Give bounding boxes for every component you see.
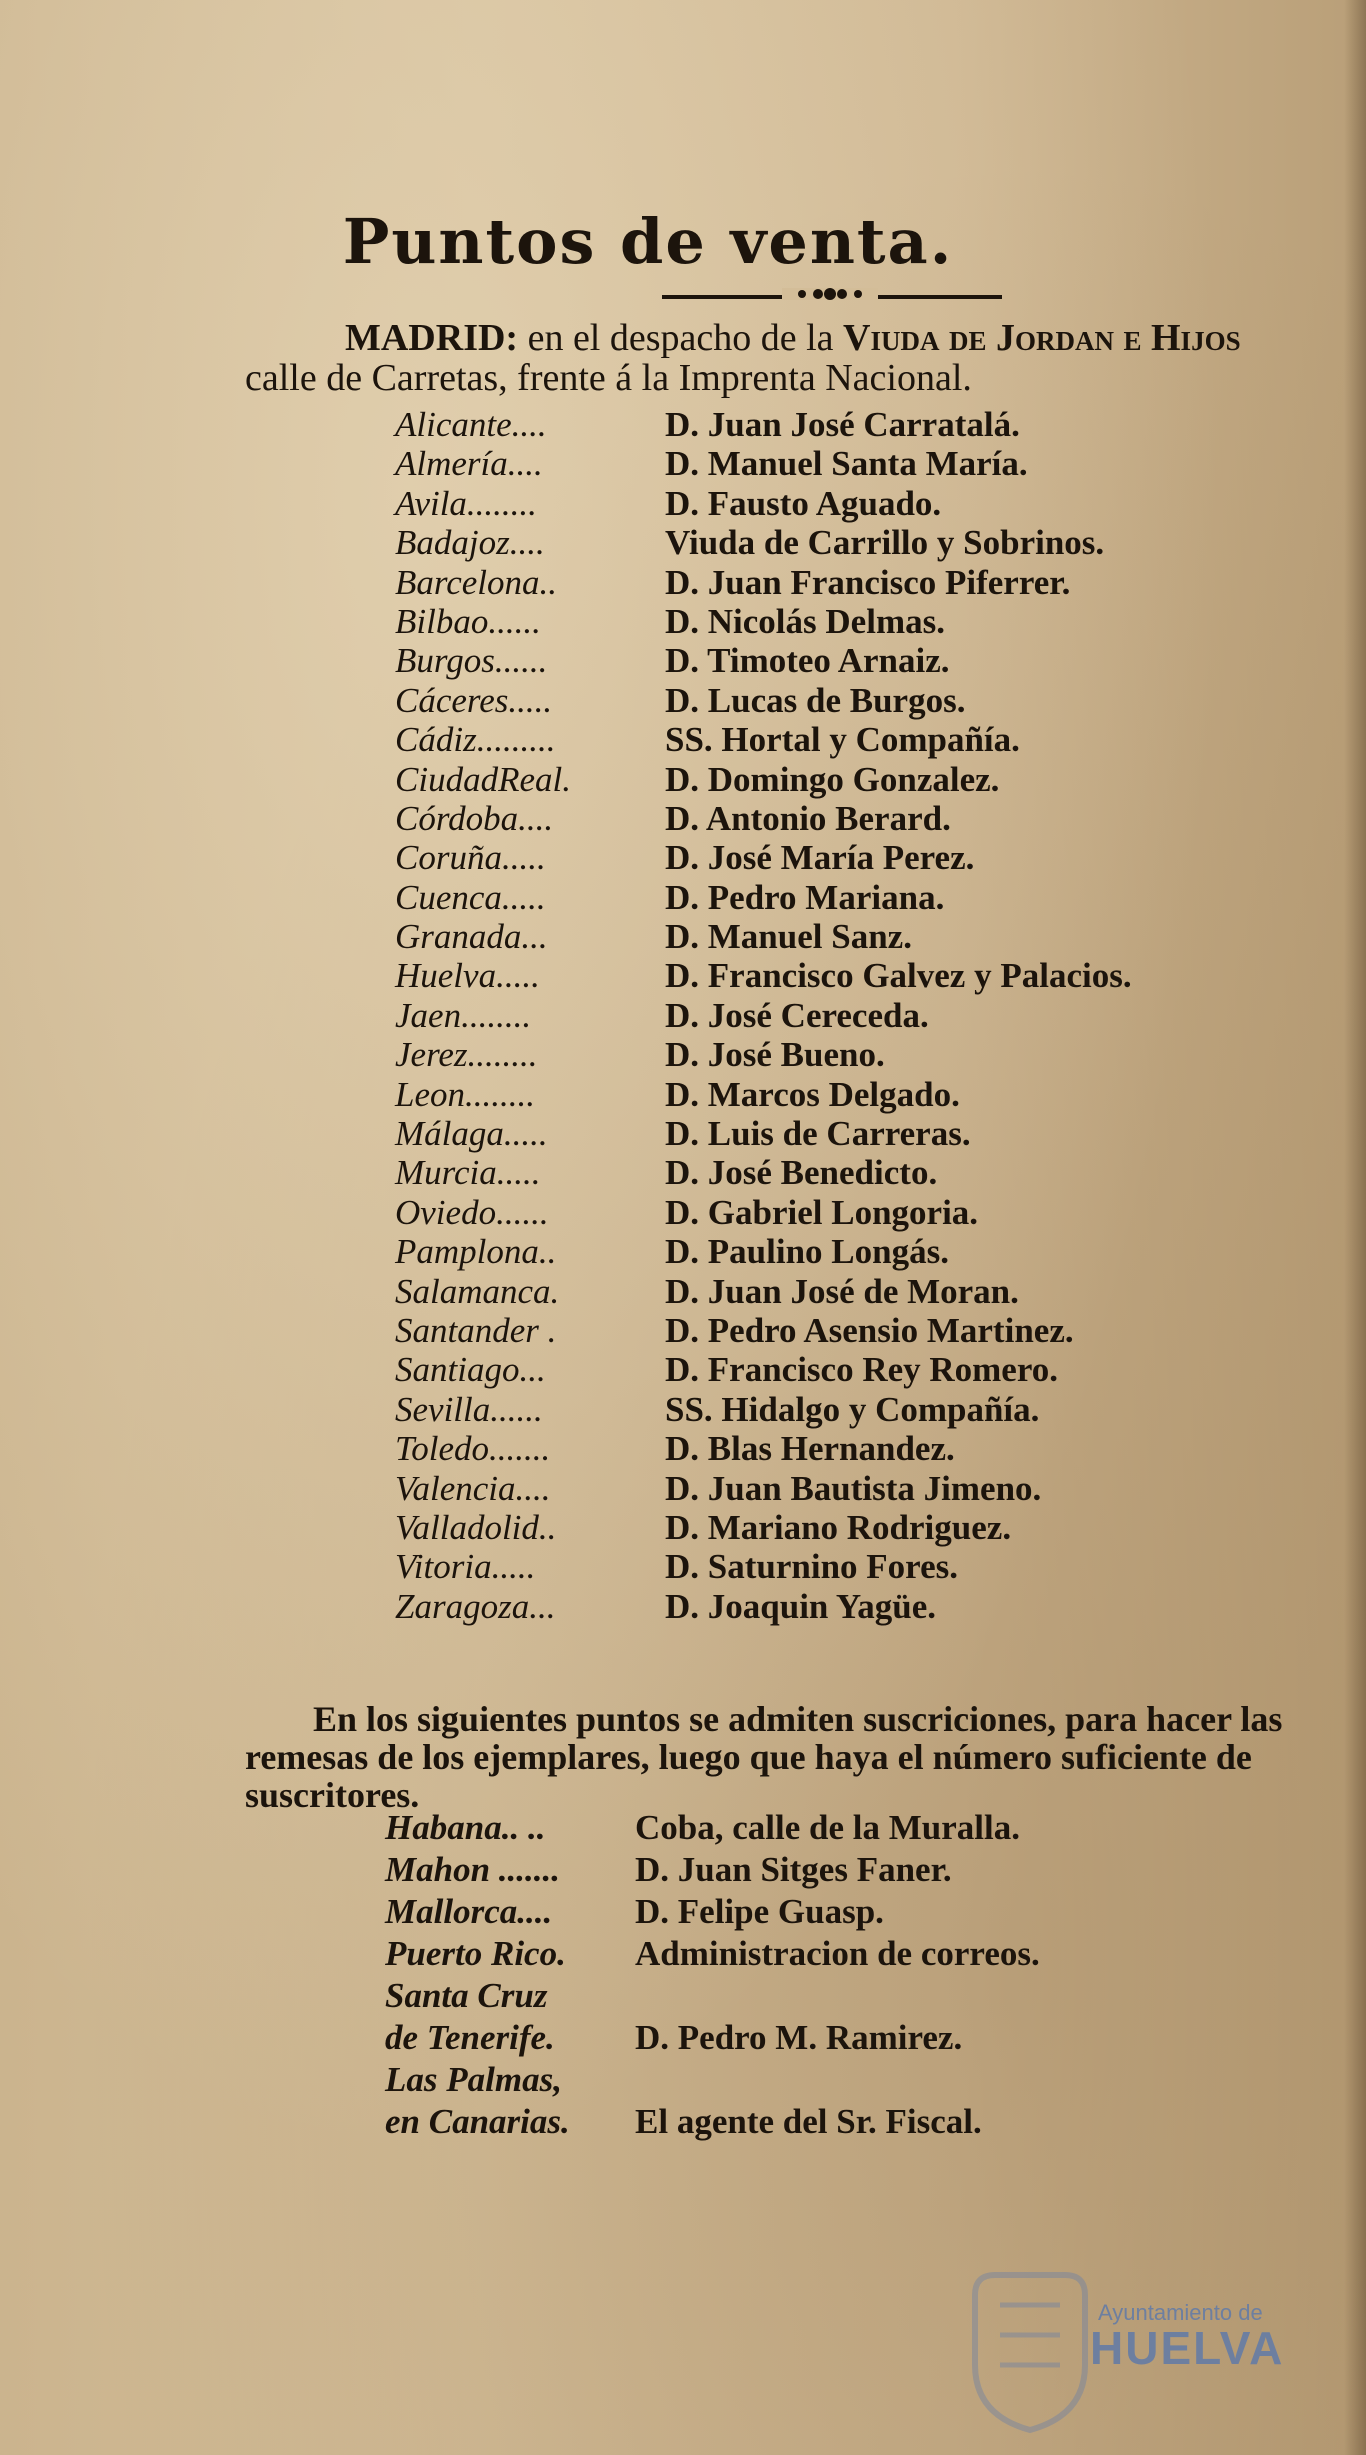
agent-name: Viuda de Carrillo y Sobrinos.	[665, 523, 1105, 563]
watermark-line-2: HUELVA	[1090, 2322, 1285, 2374]
agent-name: D. Saturnino Fores.	[665, 1547, 958, 1587]
madrid-paragraph	[245, 318, 1355, 398]
city-name: Valencia....	[395, 1468, 551, 1508]
city-name: Puerto Rico.	[385, 1934, 566, 1973]
city-name: Córdoba....	[395, 798, 554, 838]
madrid-text: en el despacho de la	[518, 317, 844, 359]
agent-name: D. José Benedicto.	[665, 1153, 938, 1193]
city-name: Mallorca....	[385, 1892, 553, 1931]
city-name: Leon........	[395, 1074, 535, 1114]
agent-name: D. Francisco Galvez y Palacios.	[665, 956, 1132, 996]
agent-name: D. Luis de Carreras.	[665, 1114, 971, 1154]
city-name: Valladolid..	[395, 1507, 557, 1547]
subscriptions-paragraph	[245, 1700, 1325, 1814]
agent-name: D. Francisco Rey Romero.	[665, 1350, 1058, 1390]
vendor-name: Viuda de Jordan e Hijos	[843, 317, 1241, 359]
city-name: Murcia.....	[395, 1153, 541, 1193]
city-name: Cuenca.....	[395, 877, 546, 917]
agent-name: El agente del Sr. Fiscal.	[635, 2102, 982, 2141]
city-name: Almería....	[395, 444, 543, 484]
agent-name: D. Pedro Mariana.	[665, 877, 945, 917]
agent-name: D. Gabriel Longoria.	[665, 1192, 979, 1232]
agent-name: D. José María Perez.	[665, 838, 975, 878]
city-name: Santander .	[395, 1310, 557, 1350]
city-name: Oviedo......	[395, 1192, 549, 1232]
agent-name: D. José Cereceda.	[665, 995, 929, 1035]
city-name: Cáceres.....	[395, 680, 553, 720]
city-name: Bilbao......	[395, 601, 541, 641]
agent-name: D. Nicolás Delmas.	[665, 601, 945, 641]
ornament-icon	[782, 282, 878, 306]
city-name: Coruña.....	[395, 838, 546, 878]
agent-name: D. Joaquin Yagüe.	[665, 1586, 936, 1626]
city-name: Santiago...	[395, 1350, 546, 1390]
city-name: Cádiz.........	[395, 720, 556, 760]
agent-name: D. Juan José de Moran.	[665, 1271, 1019, 1311]
agent-name: D. Juan Bautista Jimeno.	[665, 1468, 1042, 1508]
agent-name: D. Juan Sitges Faner.	[635, 1850, 952, 1889]
page-title: Puntos de venta.	[342, 205, 954, 278]
city-name: Vitoria.....	[395, 1547, 536, 1587]
madrid-line-2: calle de Carretas, frente á la Imprenta Nacional.	[245, 357, 972, 399]
agent-name: D. José Bueno.	[665, 1035, 885, 1075]
city-name: Sevilla......	[395, 1389, 543, 1429]
city-name: Badajoz....	[395, 523, 545, 563]
agent-name: D. Juan José Carratalá.	[665, 405, 1020, 444]
city-name: Huelva.....	[395, 956, 540, 996]
agent-name: D. Juan Francisco Piferrer.	[665, 562, 1071, 602]
city-name: Zaragoza...	[395, 1586, 556, 1626]
city-name: Granada...	[395, 917, 548, 957]
city-name: Jerez........	[395, 1035, 538, 1075]
city-name: Habana.. ..	[385, 1808, 546, 1847]
city-name: Avila........	[395, 483, 537, 523]
city-name: CiudadReal.	[395, 759, 571, 799]
agent-name: D. Lucas de Burgos.	[665, 680, 966, 720]
city-name: Santa Cruz	[385, 1976, 548, 2015]
agent-name: D. Felipe Guasp.	[635, 1892, 884, 1931]
city-name: Jaen........	[395, 995, 532, 1035]
agent-name: D. Paulino Longás.	[665, 1232, 949, 1272]
agent-name: D. Pedro M. Ramirez.	[635, 2018, 963, 2057]
agent-name: Coba, calle de la Muralla.	[635, 1808, 1020, 1847]
agent-name: Administracion de correos.	[635, 1934, 1040, 1973]
city-name: Mahon .......	[385, 1850, 561, 1889]
agent-name: D. Domingo Gonzalez.	[665, 759, 1000, 799]
watermark	[1090, 2300, 1285, 2374]
madrid-line-1	[245, 318, 1355, 358]
agent-name: D. Fausto Aguado.	[665, 483, 942, 523]
agent-name: D. Pedro Asensio Martinez.	[665, 1310, 1074, 1350]
city-name: Las Palmas,	[385, 2060, 562, 2099]
city-name: Burgos......	[395, 641, 548, 681]
city-name: Málaga.....	[395, 1114, 548, 1154]
agent-name: D. Blas Hernandez.	[665, 1429, 955, 1469]
city-name: Salamanca.	[395, 1271, 560, 1311]
agent-name: D. Marcos Delgado.	[665, 1074, 960, 1114]
subscriptions-text: En los siguientes puntos se admiten suscriciones, para hacer las remesas de los ejemplares, luego que haya el número suficiente de suscritores.	[245, 1699, 1283, 1815]
agent-name: D. Antonio Berard.	[665, 798, 951, 838]
city-name: Barcelona..	[395, 562, 557, 602]
agent-name: D. Mariano Rodriguez.	[665, 1507, 1012, 1547]
agent-name: SS. Hidalgo y Compañía.	[665, 1389, 1040, 1429]
city-name: en Canarias.	[385, 2102, 570, 2141]
agent-name: D. Manuel Sanz.	[665, 917, 912, 957]
city-name: Toledo.......	[395, 1429, 551, 1469]
agent-name: D. Manuel Santa María.	[665, 444, 1028, 484]
city-name: Alicante....	[395, 405, 547, 444]
watermark-line-1: Ayuntamiento de	[1098, 2300, 1263, 2325]
city-name: de Tenerife.	[385, 2018, 555, 2057]
madrid-label: MADRID:	[345, 317, 519, 359]
agent-name: SS. Hortal y Compañía.	[665, 720, 1020, 760]
agent-name: D. Timoteo Arnaiz.	[665, 641, 950, 681]
city-name: Pamplona..	[395, 1232, 557, 1272]
